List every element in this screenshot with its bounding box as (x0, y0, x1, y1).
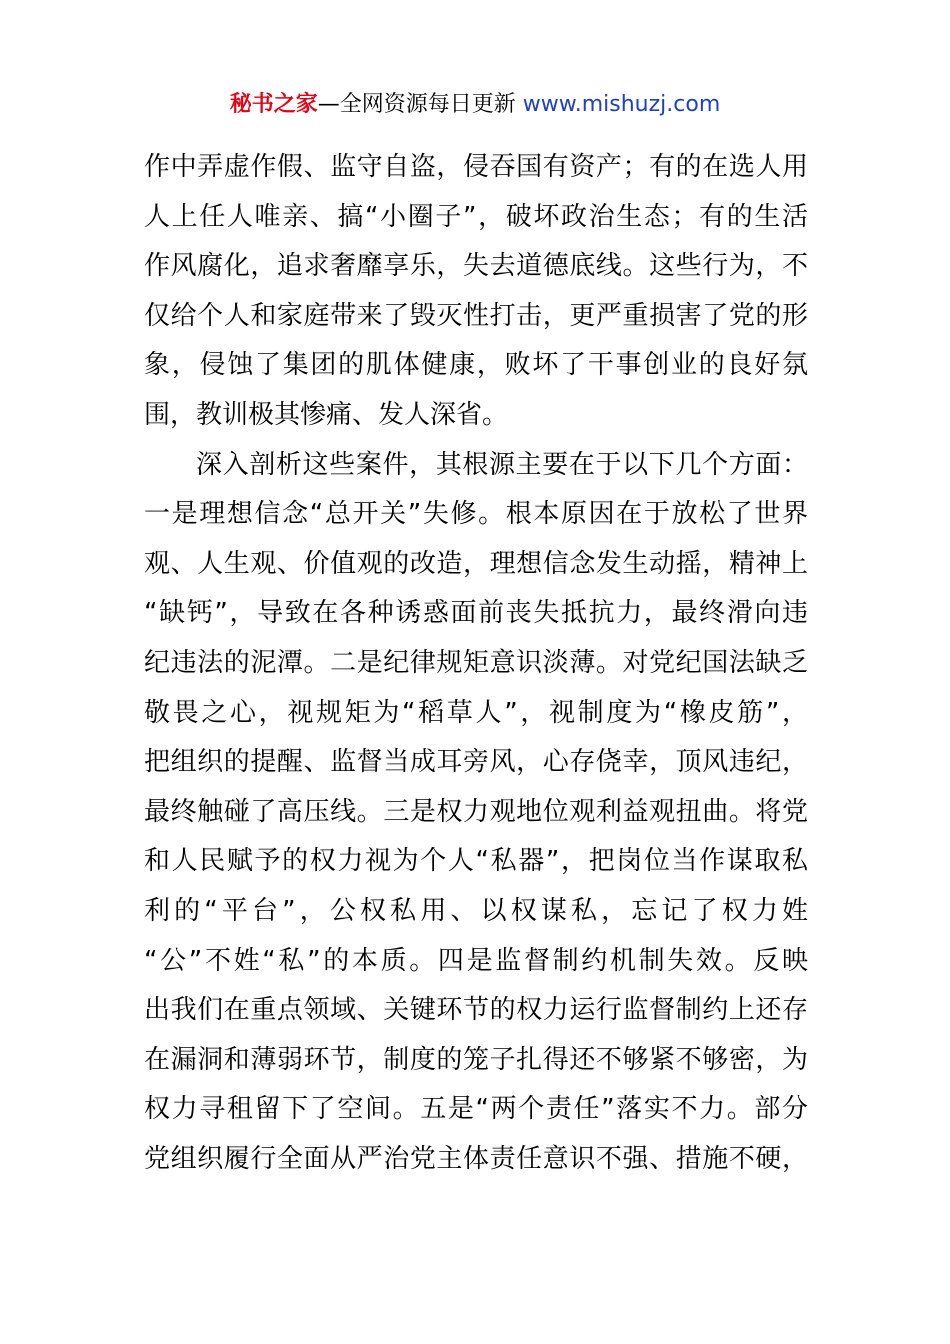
text-line: 把组织的提醒、监督当成耳旁风，心存侥幸，顶风违纪， (144, 747, 808, 778)
body-text (144, 143, 808, 1184)
text-line: 利的“平台”，公权私用、以权谋私，忘记了权力姓 (144, 895, 808, 926)
text-line: “缺钙”，导致在各种诱惑面前丧失抵抗力，最终滑向违 (144, 598, 808, 629)
header-tagline: —全网资源每日更新 (317, 92, 523, 117)
text-line: 和人民赋予的权力视为个人“私器”，把岗位当作谋取私 (144, 846, 808, 877)
text-line: 仅给个人和家庭带来了毁灭性打击，更严重损害了党的形 (144, 300, 808, 331)
text-line: 权力寻租留下了空间。五是“两个责任”落实不力。部分 (144, 1094, 808, 1125)
text-line: 作风腐化，追求奢靡享乐，失去道德底线。这些行为，不 (144, 251, 808, 282)
text-line: 观、人生观、价值观的改造，理想信念发生动摇，精神上 (144, 548, 808, 579)
text-line: 作中弄虚作假、监守自盗，侵吞国有资产；有的在选人用 (144, 152, 808, 182)
site-url-link[interactable]: www.mishuzj.com (522, 92, 721, 117)
text-line: “公”不姓“私”的本质。四是监督制约机制失效。反映 (144, 945, 808, 976)
site-name: 秘书之家 (229, 92, 318, 117)
text-line: 纪违法的泥潭。二是纪律规矩意识淡薄。对党纪国法缺乏 (144, 647, 808, 678)
text-line: 深入剖析这些案件，其根源主要在于以下几个方面： (196, 449, 808, 480)
text-line: 敬畏之心，视规矩为“稻草人”，视制度为“橡皮筋”， (144, 697, 808, 728)
text-line: 出我们在重点领域、关键环节的权力运行监督制约上还存 (144, 995, 808, 1026)
text-line: 在漏洞和薄弱环节，制度的笼子扎得还不够紧不够密，为 (144, 1044, 808, 1075)
text-line: 一是理想信念“总开关”失修。根本原因在于放松了世界 (144, 499, 808, 530)
text-line: 围，教训极其惨痛、发人深省。 (144, 399, 509, 430)
text-line: 人上任人唯亲、搞“小圈子”，破坏政治生态；有的生活 (144, 201, 808, 232)
text-line: 最终触碰了高压线。三是权力观地位观利益观扭曲。将党 (144, 796, 808, 827)
page-header (0, 88, 950, 122)
text-line: 党组织履行全面从严治党主体责任意识不强、措施不硬， (144, 1143, 808, 1174)
text-line: 象，侵蚀了集团的肌体健康，败坏了干事创业的良好氛 (144, 350, 808, 381)
